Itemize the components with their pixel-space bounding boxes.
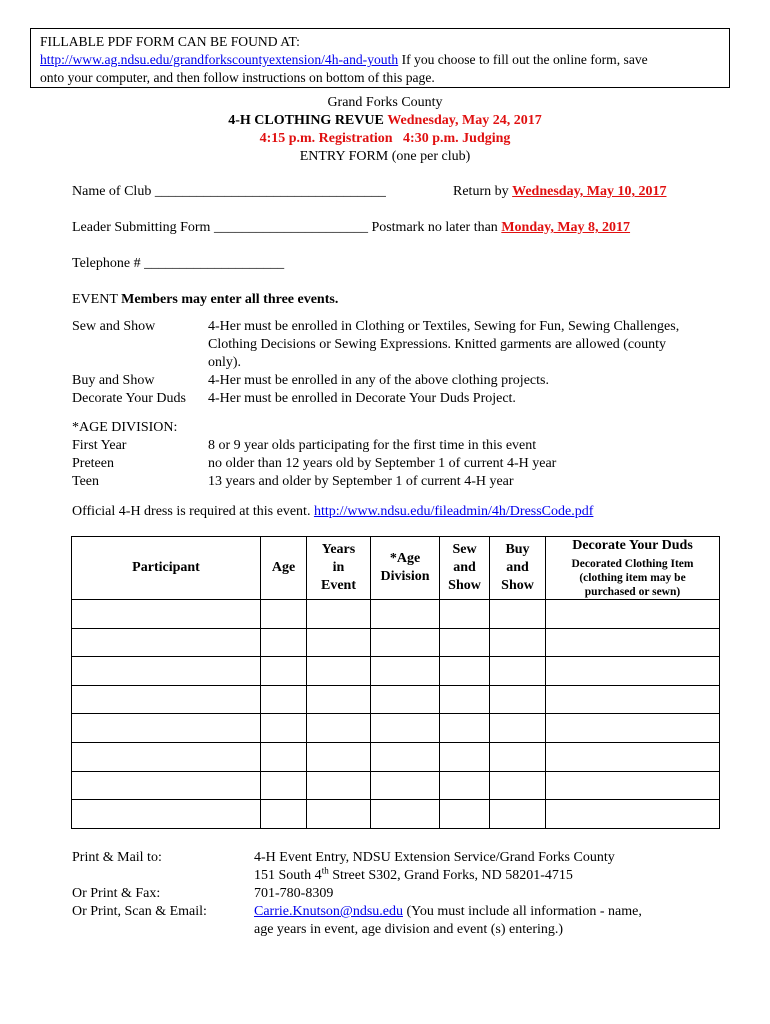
age-first-year-desc: 8 or 9 year olds participating for the first time in this event <box>208 438 537 453</box>
entry-cell-sew[interactable] <box>440 628 490 657</box>
event-sew-and-show: Sew and Show <box>72 319 156 334</box>
entry-cell-sew[interactable] <box>440 800 490 829</box>
fillable-form-link[interactable]: http://www.ag.ndsu.edu/grandforkscountyextension/4h-and-youth <box>40 52 399 67</box>
event-schedule: 4:15 p.m. Registration 4:30 p.m. Judging <box>259 131 511 146</box>
table-row <box>72 600 720 629</box>
entry-cell-years[interactable] <box>307 742 371 771</box>
entry-cell-years[interactable] <box>307 600 371 629</box>
notice-line3: onto your computer, and then follow instructions on bottom of this page. <box>40 70 435 85</box>
table-row <box>72 628 720 657</box>
table-row <box>72 771 720 800</box>
mail-address-line2: 151 South 4th Street S302, Grand Forks, ND 58201-4715 <box>254 865 573 883</box>
entry-table <box>71 536 720 829</box>
entry-cell-participant[interactable] <box>72 600 261 629</box>
table-row <box>72 800 720 829</box>
table-row <box>72 714 720 743</box>
entry-cell-decorate[interactable] <box>546 685 720 714</box>
county-name: Grand Forks County <box>327 95 443 110</box>
entry-cell-sew[interactable] <box>440 685 490 714</box>
event-title-line <box>0 112 770 130</box>
entry-cell-age[interactable] <box>261 657 307 686</box>
entry-cell-participant[interactable] <box>72 685 261 714</box>
entry-cell-division[interactable] <box>371 714 440 743</box>
entry-cell-sew[interactable] <box>440 771 490 800</box>
notice-text: If you choose to fill out the online form, save <box>398 52 648 67</box>
entry-cell-sew[interactable] <box>440 657 490 686</box>
event-heading-label: EVENT <box>72 292 122 307</box>
entry-cell-participant[interactable] <box>72 628 261 657</box>
event-heading-note: Members may enter all three events. <box>121 292 339 307</box>
fax-number: 701-780-8309 <box>254 886 334 901</box>
telephone-field[interactable]: Telephone # ____________________ <box>72 256 285 271</box>
email-note: (You must include all information - name, <box>402 904 642 919</box>
dress-code-text: Official 4-H dress is required at this event. <box>72 504 314 519</box>
entry-cell-age[interactable] <box>261 800 307 829</box>
event-date: Wednesday, May 24, 2017 <box>387 113 542 128</box>
age-division-heading: *AGE DIVISION: <box>72 420 178 435</box>
entry-cell-participant[interactable] <box>72 771 261 800</box>
header-decorate-your-duds: Decorate Your Duds Decorated Clothing Item (clothing item may be purchased or sewn) <box>546 537 720 600</box>
entry-cell-decorate[interactable] <box>546 628 720 657</box>
notice-box <box>30 28 730 88</box>
entry-cell-years[interactable] <box>307 714 371 743</box>
entry-cell-years[interactable] <box>307 685 371 714</box>
table-row <box>72 742 720 771</box>
entry-cell-division[interactable] <box>371 800 440 829</box>
event-heading <box>72 291 338 309</box>
entry-cell-buy[interactable] <box>490 771 546 800</box>
event-buy-and-show-desc: 4-Her must be enrolled in any of the above clothing projects. <box>208 373 549 388</box>
entry-cell-division[interactable] <box>371 742 440 771</box>
event-buy-and-show: Buy and Show <box>72 373 155 388</box>
event-title: 4-H CLOTHING REVUE <box>228 113 384 128</box>
entry-cell-buy[interactable] <box>490 742 546 771</box>
leader-label: Leader Submitting Form <box>72 220 211 235</box>
entry-cell-age[interactable] <box>261 685 307 714</box>
entry-cell-buy[interactable] <box>490 600 546 629</box>
notice-title: FILLABLE PDF FORM CAN BE FOUND AT: <box>40 34 300 49</box>
fax-label: Or Print & Fax: <box>72 886 161 901</box>
postmark-date: Monday, May 8, 2017 <box>501 220 631 235</box>
header-age: Age <box>261 537 307 600</box>
age-first-year: First Year <box>72 438 127 453</box>
entry-cell-sew[interactable] <box>440 600 490 629</box>
mail-address-line1: 4-H Event Entry, NDSU Extension Service/Grand Forks County <box>254 850 615 865</box>
return-label: Return by <box>453 184 513 199</box>
event-decorate: Decorate Your Duds <box>72 391 186 406</box>
entry-cell-age[interactable] <box>261 771 307 800</box>
entry-cell-years[interactable] <box>307 800 371 829</box>
print-mail-label: Print & Mail to: <box>72 850 162 865</box>
table-header-row <box>72 537 720 600</box>
leader-field[interactable] <box>72 219 630 237</box>
header-buy-and-show: Buy and Show <box>490 537 546 600</box>
event-decorate-desc: 4-Her must be enrolled in Decorate Your Duds Project. <box>208 391 516 406</box>
dress-code-line <box>72 503 593 521</box>
entry-cell-years[interactable] <box>307 628 371 657</box>
entry-cell-sew[interactable] <box>440 742 490 771</box>
entry-cell-buy[interactable] <box>490 714 546 743</box>
email-label: Or Print, Scan & Email: <box>72 904 207 919</box>
entry-cell-decorate[interactable] <box>546 600 720 629</box>
entry-cell-buy[interactable] <box>490 628 546 657</box>
header-age-division: *Age Division <box>371 537 440 600</box>
entry-cell-division[interactable] <box>371 628 440 657</box>
entry-cell-age[interactable] <box>261 742 307 771</box>
header-sew-and-show: Sew and Show <box>440 537 490 600</box>
entry-cell-decorate[interactable] <box>546 714 720 743</box>
age-preteen-desc: no older than 12 years old by September 1 of current 4-H year <box>208 456 557 471</box>
age-teen: Teen <box>72 474 100 489</box>
entry-cell-participant[interactable] <box>72 657 261 686</box>
entry-cell-buy[interactable] <box>490 657 546 686</box>
header-years-in-event: Years in Event <box>307 537 371 600</box>
entry-cell-division[interactable] <box>371 600 440 629</box>
entry-cell-decorate[interactable] <box>546 742 720 771</box>
entry-cell-participant[interactable] <box>72 742 261 771</box>
leader-line[interactable]: ______________________ <box>210 220 372 235</box>
entry-cell-buy[interactable] <box>490 800 546 829</box>
entry-cell-years[interactable] <box>307 771 371 800</box>
age-teen-desc: 13 years and older by September 1 of current 4-H year <box>208 474 514 489</box>
age-preteen: Preteen <box>72 456 114 471</box>
entry-cell-decorate[interactable] <box>546 657 720 686</box>
entry-cell-participant[interactable] <box>72 714 261 743</box>
entry-cell-division[interactable] <box>371 685 440 714</box>
entry-cell-division[interactable] <box>371 657 440 686</box>
return-date: Wednesday, May 10, 2017 <box>512 184 667 199</box>
header-participant: Participant <box>72 537 261 600</box>
email-note-line2: age years in event, age division and event (s) entering.) <box>254 922 564 937</box>
table-row <box>72 657 720 686</box>
entry-cell-age[interactable] <box>261 600 307 629</box>
form-type: ENTRY FORM (one per club) <box>299 149 471 164</box>
dress-code-link[interactable]: http://www.ndsu.edu/fileadmin/4h/DressCode.pdf <box>313 504 594 519</box>
entry-table-body <box>72 600 720 829</box>
entry-cell-buy[interactable] <box>490 685 546 714</box>
entry-cell-age[interactable] <box>261 714 307 743</box>
entry-cell-sew[interactable] <box>440 714 490 743</box>
entry-cell-decorate[interactable] <box>546 771 720 800</box>
entry-cell-years[interactable] <box>307 657 371 686</box>
entry-cell-participant[interactable] <box>72 800 261 829</box>
entry-cell-decorate[interactable] <box>546 800 720 829</box>
table-row <box>72 685 720 714</box>
entry-cell-division[interactable] <box>371 771 440 800</box>
entry-cell-age[interactable] <box>261 628 307 657</box>
email-line <box>254 903 724 921</box>
postmark-label: Postmark no later than <box>371 220 502 235</box>
event-sew-and-show-desc: 4-Her must be enrolled in Clothing or Textiles, Sewing for Fun, Sewing Challenges, Clothing Decisions or Sewing Expressions. Knitted garments are allowed (county only). <box>208 319 680 370</box>
return-by <box>453 183 667 201</box>
email-link[interactable]: Carrie.Knutson@ndsu.edu <box>254 904 403 919</box>
form-header <box>0 94 770 166</box>
notice-line2 <box>40 51 720 69</box>
club-name-field[interactable]: Name of Club _________________________________ <box>72 184 386 199</box>
